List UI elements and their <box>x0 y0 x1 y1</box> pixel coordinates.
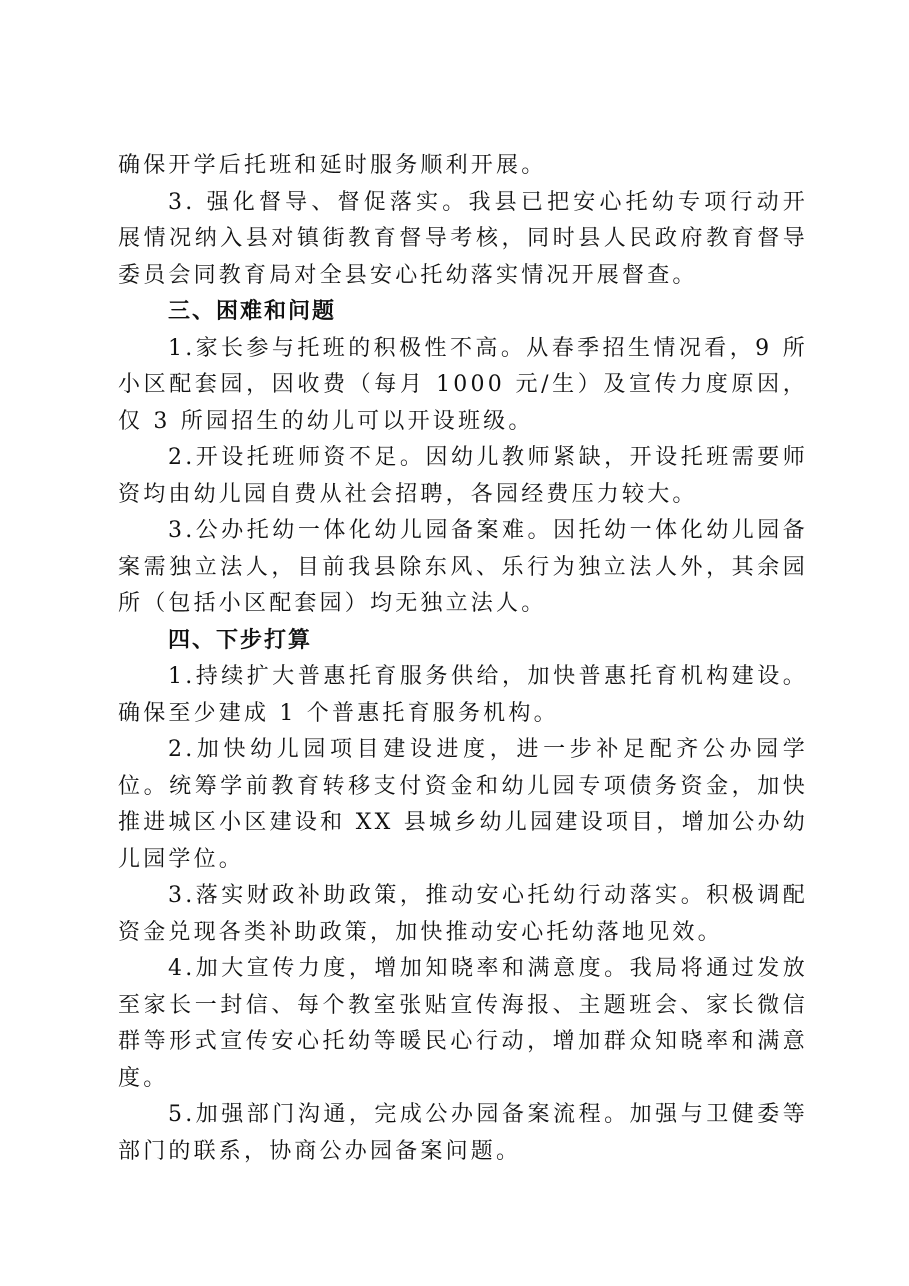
paragraph-plan-5: 5.加强部门沟通，完成公办园备案流程。加强与卫健委等部门的联系，协商公办园备案问题。 <box>118 1102 808 1164</box>
paragraph-plan-3: 3.落实财政补助政策，推动安心托幼行动落实。积极调配资金兑现各类补助政策，加快推动安心托幼落地见效。 <box>118 883 808 945</box>
document-body <box>118 148 808 1170</box>
paragraph-problem-1: 1.家长参与托班的积极性不高。从春季招生情况看，9 所小区配套园，因收费（每月 1000 元/生）及宣传力度原因，仅 3 所园招生的幼儿可以开设班级。 <box>118 335 808 434</box>
paragraph-plan-4: 4.加大宣传力度，增加知晓率和满意度。我局将通过发放至家长一封信、每个教室张贴宣传海报、主题班会、家长微信群等形式宣传安心托幼等暖民心行动，增加群众知晓率和满意度。 <box>118 956 808 1091</box>
section-heading-next-steps: 四、下步打算 <box>168 627 313 653</box>
paragraph-plan-2: 2.加快幼儿园项目建设进度，进一步补足配齐公办园学位。统筹学前教育转移支付资金和幼儿园专项债务资金，加快推进城区小区建设和 XX 县城乡幼儿园建设项目，增加公办幼儿园学位。 <box>118 737 808 872</box>
paragraph-problem-2: 2.开设托班师资不足。因幼儿教师紧缺，开设托班需要师资均由幼儿园自费从社会招聘，各园经费压力较大。 <box>118 445 808 507</box>
paragraph-problem-3: 3.公办托幼一体化幼儿园备案难。因托幼一体化幼儿园备案需独立法人，目前我县除东风、乐行为独立法人外，其余园所（包括小区配套园）均无独立法人。 <box>118 518 808 616</box>
paragraph-continuation: 确保开学后托班和延时服务顺利开展。 <box>118 153 547 178</box>
section-heading-problems: 三、困难和问题 <box>168 299 337 324</box>
paragraph-supervision: 3. 强化督导、督促落实。我县已把安心托幼专项行动开展情况纳入县对镇街教育督导考核，同时县人民政府教育督导委员会同教育局对全县安心托幼落实情况开展督查。 <box>118 189 808 288</box>
paragraph-plan-1: 1.持续扩大普惠托育服务供给，加快普惠托育机构建设。确保至少建成 1 个普惠托育服务机构。 <box>118 664 808 726</box>
